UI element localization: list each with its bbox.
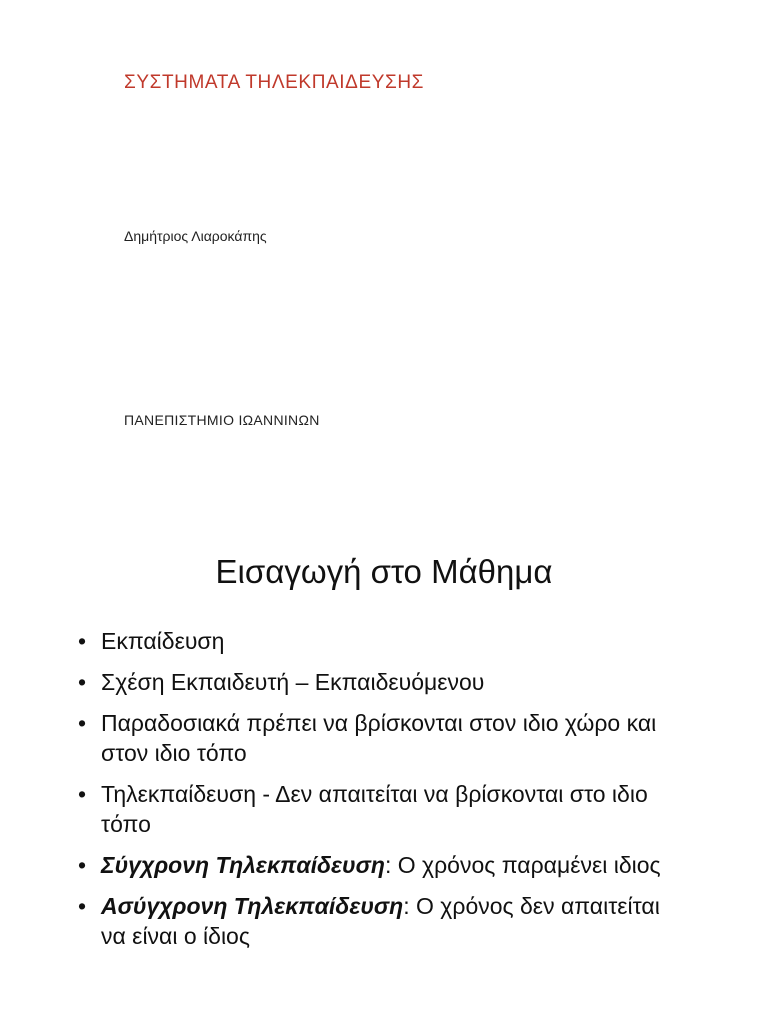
institution-name: ΠΑΝΕΠΙΣΤΗΜΙΟ ΙΩΑΝΝΙΝΩΝ	[124, 412, 320, 428]
bullet-list	[78, 626, 678, 951]
list-item	[78, 626, 678, 656]
bullet-icon: •	[78, 628, 87, 654]
list-item	[78, 850, 678, 880]
bullet-text: Παραδοσιακά πρέπει να βρίσκονται στον ιδιο χώρο και στον ιδιο τόπο	[101, 710, 657, 766]
bullet-icon: •	[78, 669, 87, 695]
list-item	[78, 779, 678, 839]
slide-heading: Εισαγωγή στο Μάθημα	[215, 553, 553, 590]
bullet-icon: •	[78, 852, 87, 878]
bullet-emphasis: Σύγχρονη Τηλεκπαίδευση	[101, 852, 385, 878]
bullet-icon: •	[78, 781, 87, 807]
bullet-text: Σχέση Εκπαιδευτή – Εκπαιδευόμενου	[101, 669, 485, 695]
bullet-emphasis: Ασύγχρονη Τηλεκπαίδευση	[101, 893, 404, 919]
list-item	[78, 891, 678, 951]
bullet-text: : Ο χρόνος παραμένει ιδιος	[384, 852, 661, 878]
bullet-text: Εκπαίδευση	[101, 628, 225, 654]
list-item	[78, 708, 678, 768]
list-item	[78, 667, 678, 697]
bullet-icon: •	[78, 893, 87, 919]
bullet-text: Τηλεκπαίδευση - Δεν απαιτείται να βρίσκονται στο ιδιο τόπο	[101, 781, 648, 837]
document-title: ΣΥΣΤΗΜΑΤΑ ΤΗΛΕΚΠΑΙΔΕΥΣΗΣ	[124, 72, 425, 93]
author-name: Δημήτριος Λιαροκάπης	[124, 228, 267, 244]
bullet-text: : Ο χρόνος δεν απαιτείται να είναι ο ίδιος	[101, 893, 660, 949]
bullet-icon: •	[78, 710, 87, 736]
